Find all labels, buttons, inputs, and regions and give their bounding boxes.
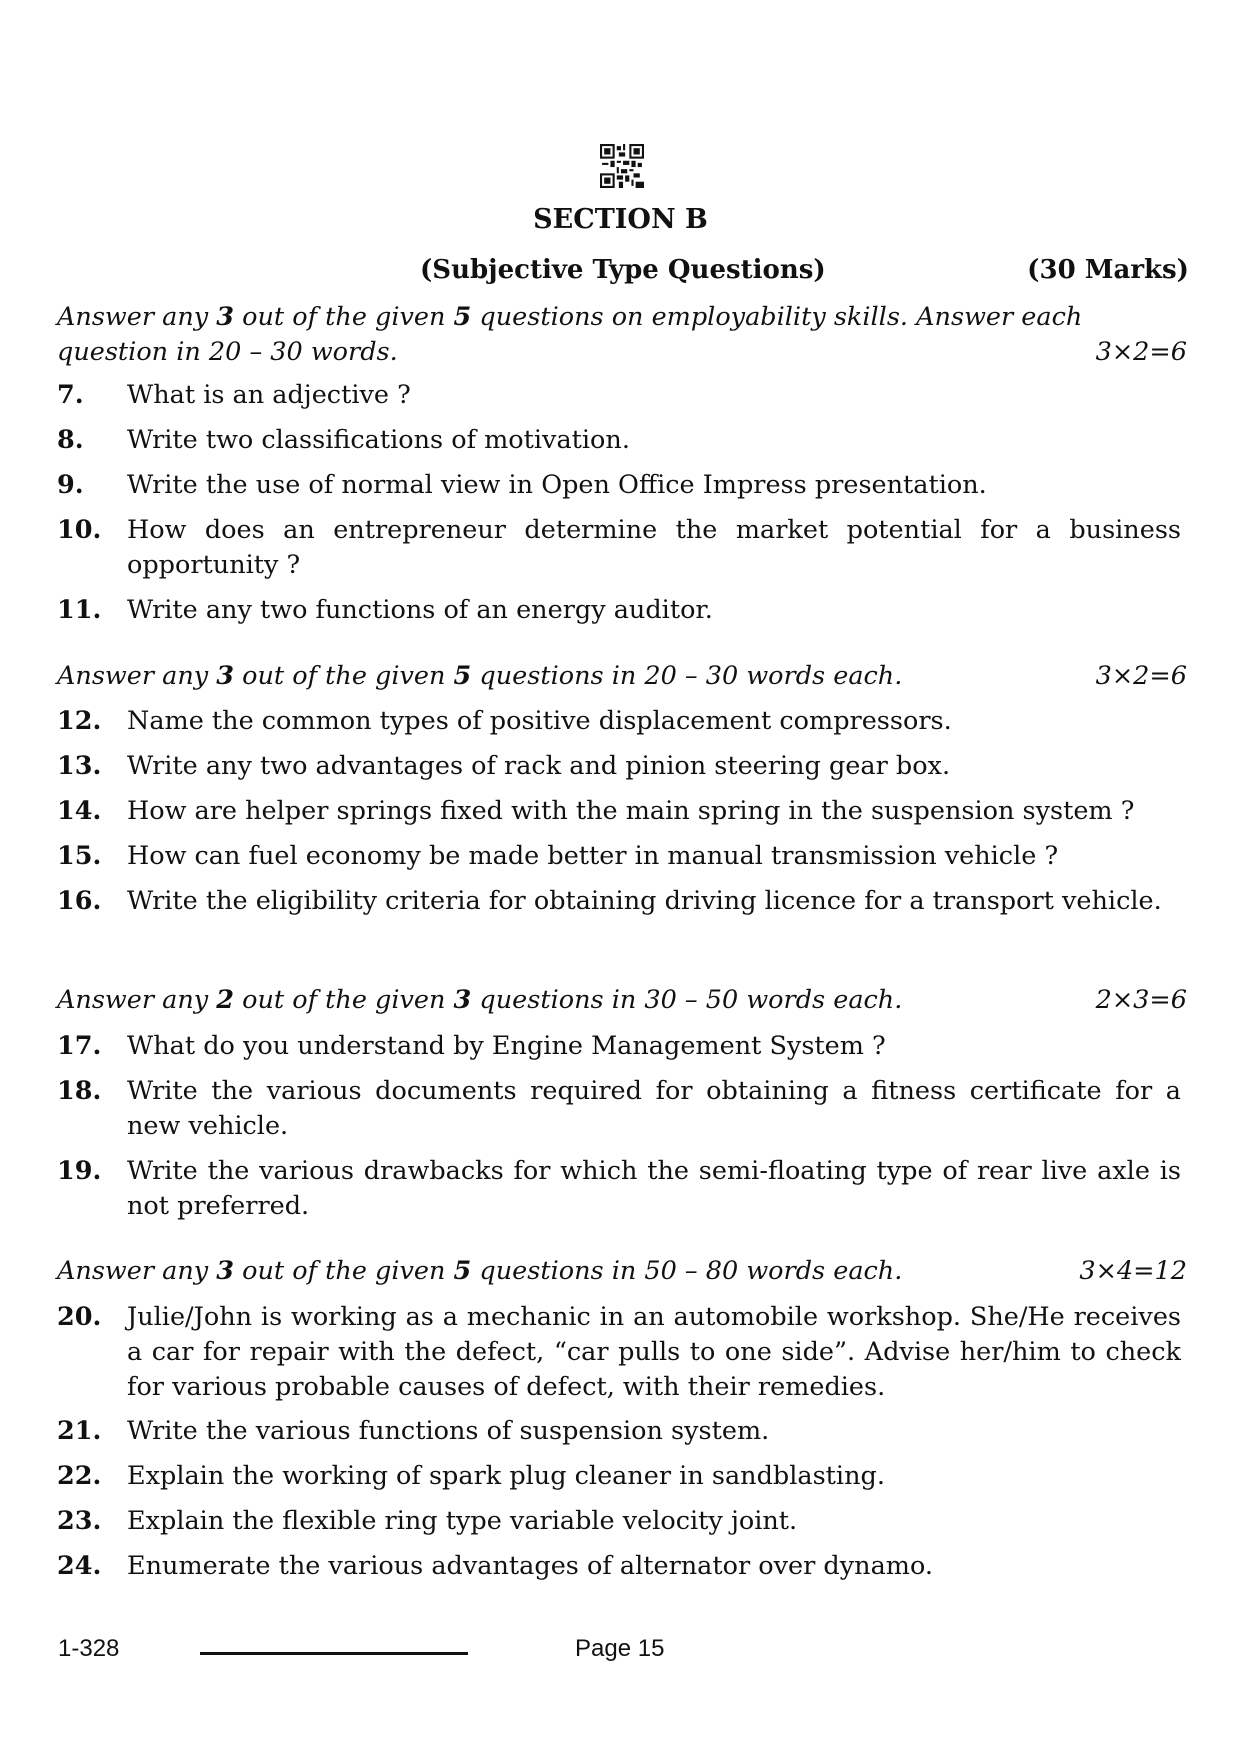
- question-item: [57, 884, 1187, 919]
- section-title: SECTION B: [533, 204, 708, 235]
- question-item: [57, 423, 1187, 458]
- question-number: 19.: [57, 1156, 102, 1186]
- question-text: Name the common types of positive displacement compressors.: [127, 706, 952, 736]
- question-item: [57, 749, 1187, 784]
- question-number: 8.: [57, 425, 84, 455]
- question-number: 14.: [57, 796, 102, 826]
- marks-label: 3×4=12: [1079, 1256, 1187, 1286]
- question-item: [57, 1029, 1187, 1064]
- question-item: [57, 704, 1187, 739]
- question-item: [57, 468, 1187, 503]
- instruction-group-3: Answer any 2 out of the given 3 questions in 30 – 50 words each. 2×3=6: [57, 983, 1187, 1018]
- question-text: Julie/John is working as a mechanic in an automobile workshop. She/He receives a car for repair with the defect, “car pulls to one side”. Advise her/him to check for various probable causes of defect, with their remedies.: [127, 1302, 1181, 1402]
- question-number: 22.: [57, 1461, 102, 1491]
- question-item: [57, 378, 1187, 413]
- question-item: [57, 1074, 1187, 1144]
- question-number: 9.: [57, 470, 84, 500]
- question-item: [57, 1549, 1187, 1584]
- marks-label: 3×2=6: [1095, 337, 1187, 367]
- marks-label: 2×3=6: [1095, 985, 1187, 1015]
- section-subtitle: (Subjective Type Questions): [420, 255, 826, 285]
- question-number: 7.: [57, 380, 84, 410]
- question-number: 12.: [57, 706, 102, 736]
- question-text: Write the various functions of suspension system.: [127, 1416, 770, 1446]
- question-number: 13.: [57, 751, 102, 781]
- question-number: 23.: [57, 1506, 102, 1536]
- question-item: [57, 593, 1187, 628]
- question-text: Write two classifications of motivation.: [127, 425, 630, 455]
- instruction-group-2: Answer any 3 out of the given 5 questions in 20 – 30 words each. 3×2=6: [57, 659, 1187, 694]
- section-total-marks: (30 Marks): [1027, 255, 1189, 285]
- question-number: 10.: [57, 515, 102, 545]
- question-number: 21.: [57, 1416, 102, 1446]
- question-item: [57, 839, 1187, 874]
- question-text: How can fuel economy be made better in manual transmission vehicle ?: [127, 841, 1059, 871]
- instruction-group-1: Answer any 3 out of the given 5 questions on employability skills. Answer each question in 20 – 30 words. 3×2=6: [57, 300, 1187, 370]
- question-text: Write any two functions of an energy auditor.: [127, 595, 713, 625]
- question-text: How are helper springs fixed with the main spring in the suspension system ?: [127, 796, 1135, 826]
- marks-label: 3×2=6: [1095, 661, 1187, 691]
- question-item: [57, 794, 1187, 829]
- question-item: [57, 1459, 1187, 1494]
- question-number: 15.: [57, 841, 102, 871]
- question-text: Enumerate the various advantages of alternator over dynamo.: [127, 1551, 933, 1581]
- question-item: [57, 1504, 1187, 1539]
- question-number: 11.: [57, 595, 102, 625]
- question-item: [57, 1300, 1187, 1405]
- instruction-group-4: Answer any 3 out of the given 5 questions in 50 – 80 words each. 3×4=12: [57, 1254, 1187, 1289]
- question-text: How does an entrepreneur determine the market potential for a business opportunity ?: [127, 515, 1181, 580]
- question-text: Write the eligibility criteria for obtaining driving licence for a transport vehicle.: [127, 886, 1162, 916]
- question-text: Write any two advantages of rack and pinion steering gear box.: [127, 751, 951, 781]
- question-number: 18.: [57, 1076, 102, 1106]
- question-number: 17.: [57, 1031, 102, 1061]
- question-text: What do you understand by Engine Management System ?: [127, 1031, 886, 1061]
- question-number: 16.: [57, 886, 102, 916]
- question-number: 24.: [57, 1551, 102, 1581]
- question-text: What is an adjective ?: [127, 380, 411, 410]
- paper-code: 1-328: [58, 1635, 120, 1662]
- footer-divider: [200, 1652, 468, 1655]
- question-item: [57, 1414, 1187, 1449]
- question-text: Write the various drawbacks for which the semi-floating type of rear live axle is not preferred.: [127, 1156, 1181, 1221]
- question-text: Write the use of normal view in Open Office Impress presentation.: [127, 470, 987, 500]
- question-text: Explain the working of spark plug cleaner in sandblasting.: [127, 1461, 885, 1491]
- question-item: [57, 1154, 1187, 1224]
- question-text: Write the various documents required for obtaining a fitness certificate for a new vehicle.: [127, 1076, 1181, 1141]
- question-item: [57, 513, 1187, 583]
- question-text: Explain the flexible ring type variable velocity joint.: [127, 1506, 798, 1536]
- page-number: Page 15: [575, 1635, 665, 1662]
- question-number: 20.: [57, 1302, 102, 1332]
- qr-code-icon: [600, 144, 644, 188]
